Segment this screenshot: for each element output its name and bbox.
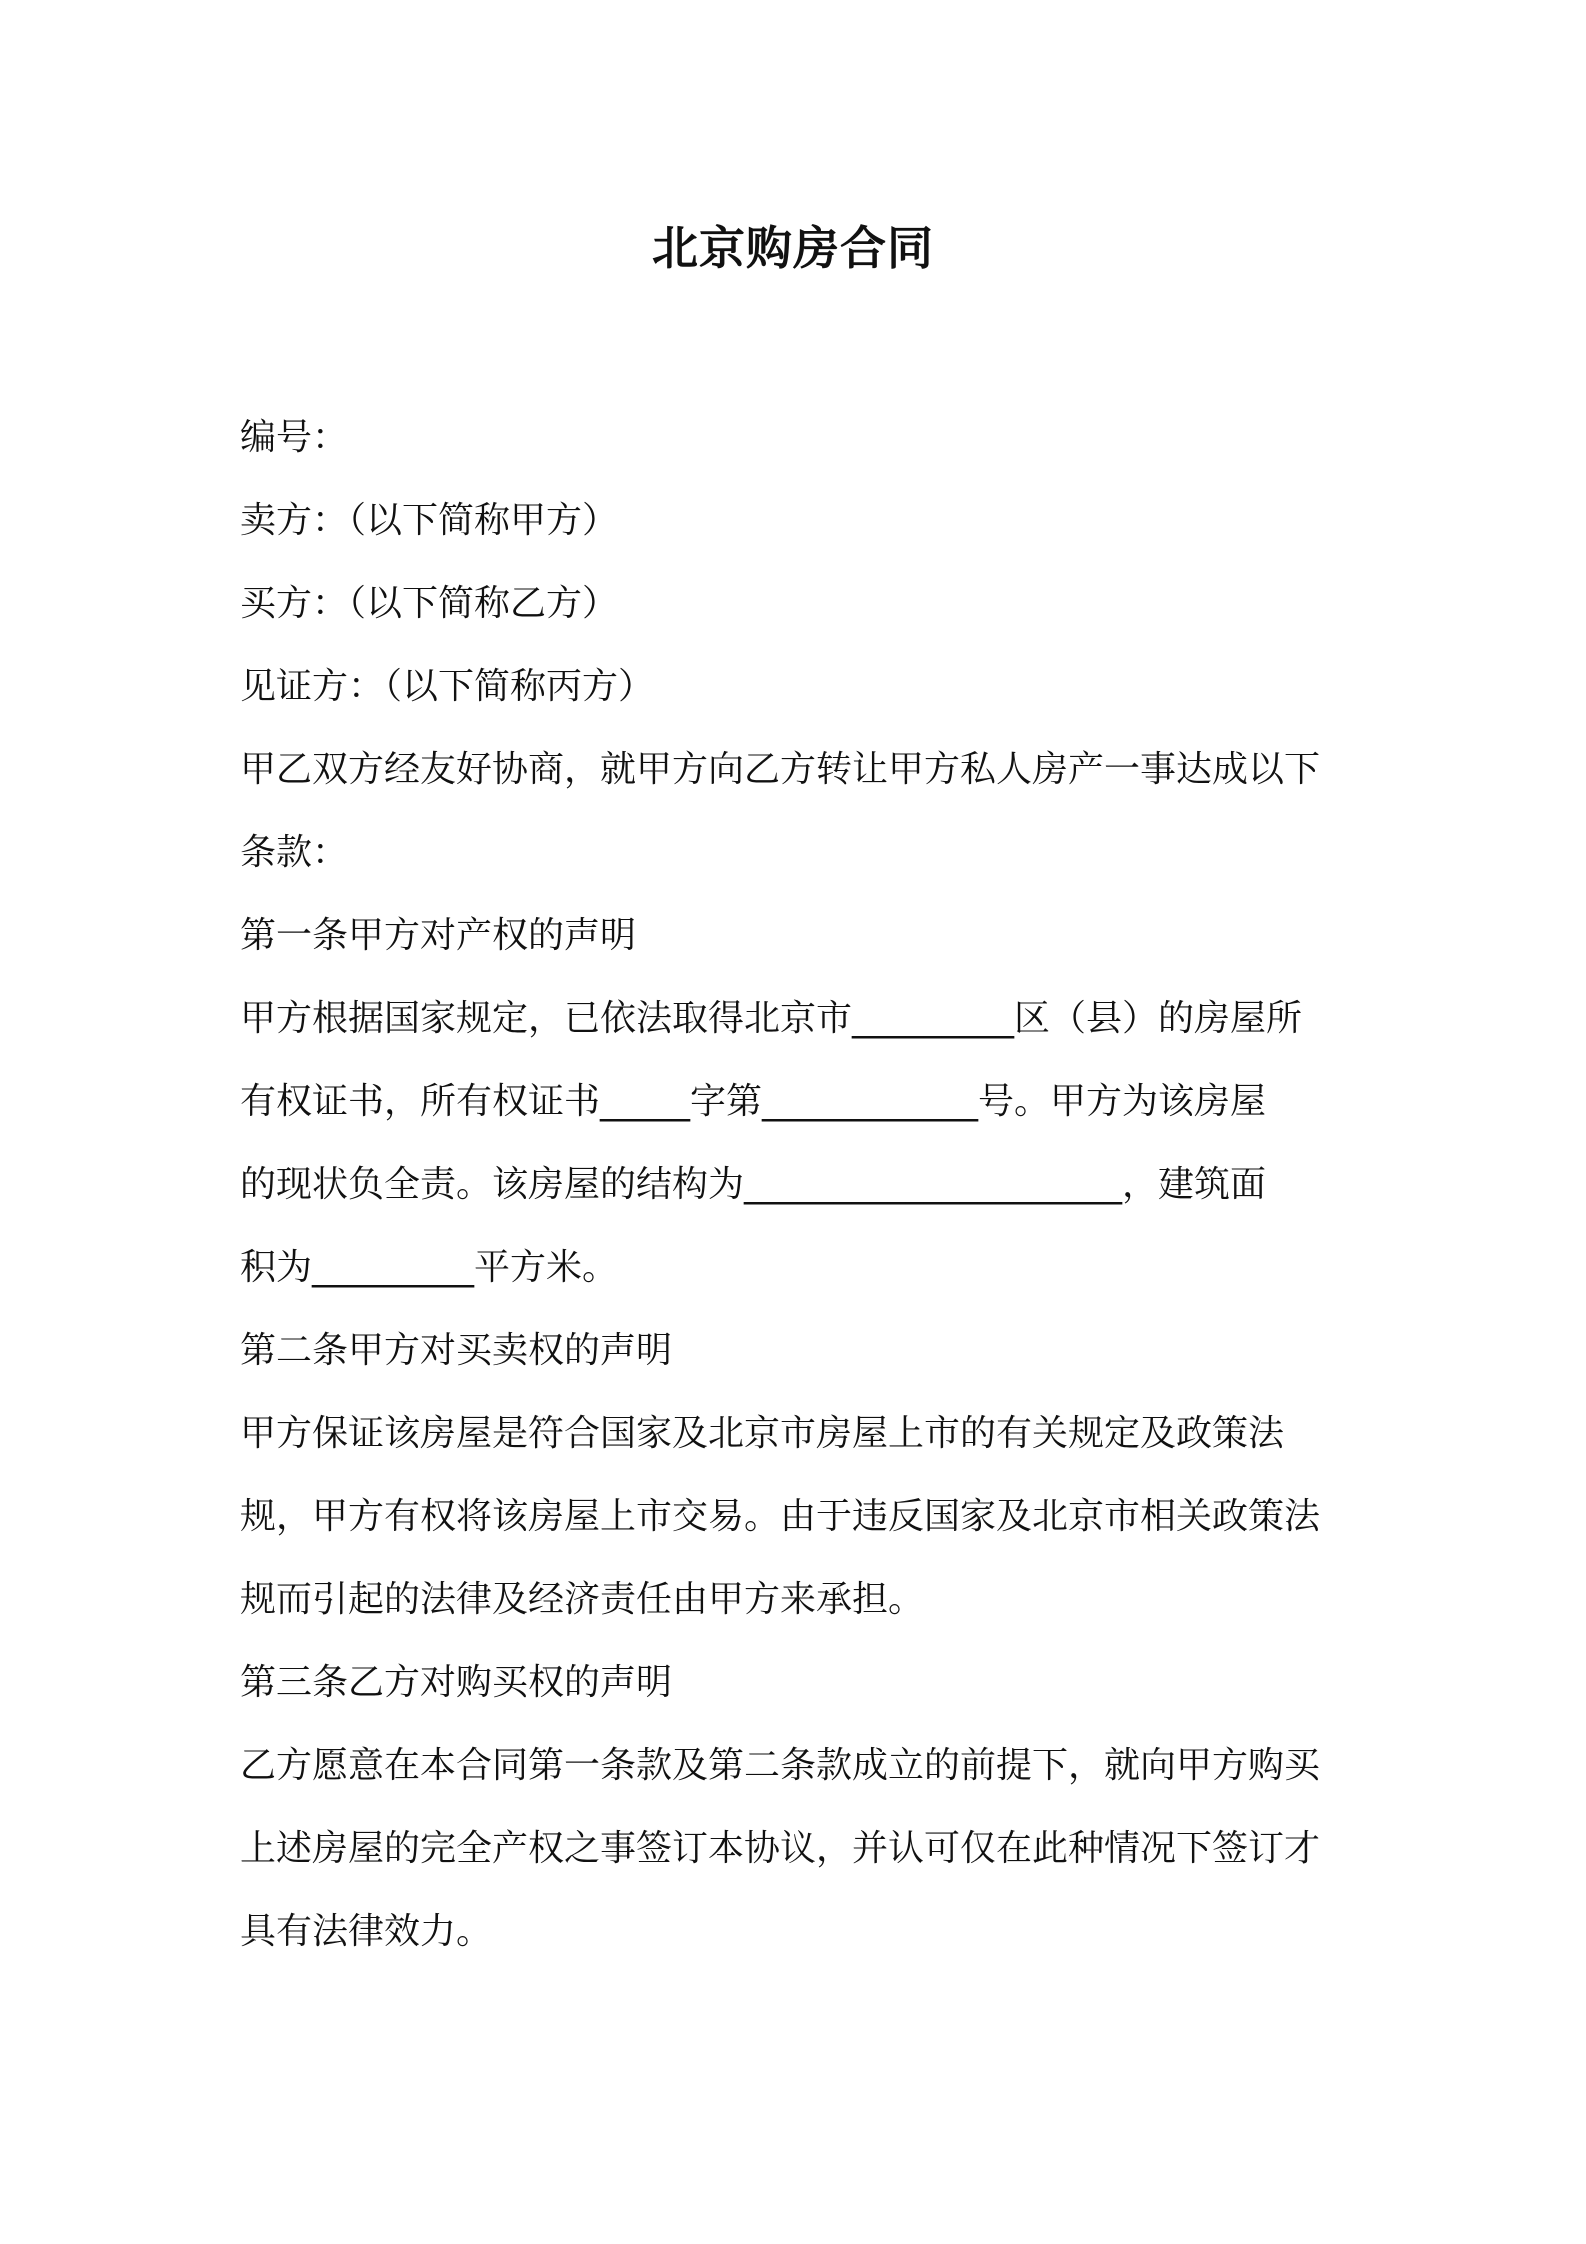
article-2-heading: 第二条甲方对买卖权的声明: [240, 1330, 673, 1371]
intro-line-1: 甲乙双方经友好协商，就甲方向乙方转让甲方私人房产一事达成以下: [240, 749, 1321, 790]
document-body: [240, 396, 1360, 1973]
contract-number-line: 编号：: [240, 417, 349, 458]
article-2-line-2: 规，甲方有权将该房屋上市交易。由于违反国家及北京市相关政策法: [240, 1496, 1321, 1537]
article-1-line-1: 甲方根据国家规定，已依法取得北京市_________区（县）的房屋所: [240, 998, 1303, 1039]
article-1-line-3: 的现状负全责。该房屋的结构为_____________________，建筑面: [240, 1164, 1267, 1205]
witness-line: 见证方：（以下简称丙方）: [240, 666, 655, 707]
article-3-heading: 第三条乙方对购买权的声明: [240, 1662, 673, 1703]
article-1-line-2: 有权证书，所有权证书_____字第____________号。甲方为该房屋: [240, 1081, 1267, 1122]
article-2-line-3: 规而引起的法律及经济责任由甲方来承担。: [240, 1579, 925, 1620]
article-1-line-4: 积为_________平方米。: [240, 1247, 619, 1288]
intro-line-2: 条款：: [240, 832, 349, 873]
article-2-line-1: 甲方保证该房屋是符合国家及北京市房屋上市的有关规定及政策法: [240, 1413, 1285, 1454]
article-3-line-2: 上述房屋的完全产权之事签订本协议，并认可仅在此种情况下签订才: [240, 1828, 1321, 1869]
buyer-line: 买方：（以下简称乙方）: [240, 583, 619, 624]
seller-line: 卖方：（以下简称甲方）: [240, 500, 619, 541]
document-title: 北京购房合同: [652, 221, 934, 275]
article-3-line-3: 具有法律效力。: [240, 1911, 493, 1952]
article-3-line-1: 乙方愿意在本合同第一条款及第二条款成立的前提下，就向甲方购买: [240, 1745, 1321, 1786]
article-1-heading: 第一条甲方对产权的声明: [240, 915, 637, 956]
